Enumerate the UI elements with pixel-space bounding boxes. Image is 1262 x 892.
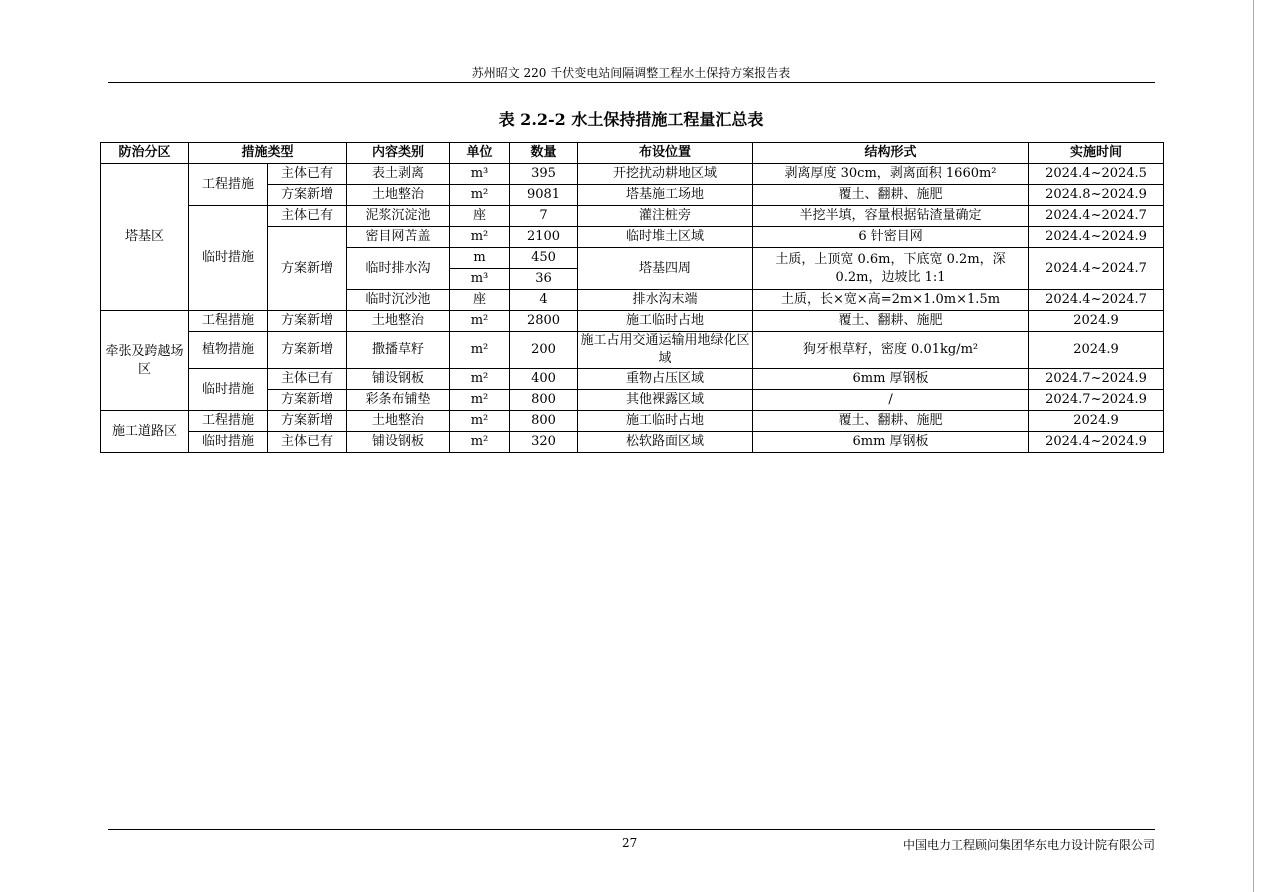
content-cell: 密目网苫盖 — [347, 227, 450, 248]
location-cell: 松软路面区域 — [578, 432, 753, 453]
structure-cell: 剥离厚度 30cm，剥离面积 1660m² — [753, 164, 1029, 185]
qty-cell: 2800 — [510, 311, 578, 332]
unit-cell: m³ — [450, 164, 510, 185]
zone-cell: 施工道路区 — [101, 411, 189, 453]
qty-cell: 2100 — [510, 227, 578, 248]
location-cell: 临时堆土区域 — [578, 227, 753, 248]
structure-cell: 覆土、翻耕、施肥 — [753, 411, 1029, 432]
qty-cell: 200 — [510, 332, 578, 369]
qty-cell: 400 — [510, 369, 578, 390]
col-header-structure: 结构形式 — [753, 143, 1029, 164]
measure-type-cell: 工程措施 — [189, 164, 268, 206]
content-cell: 撒播草籽 — [347, 332, 450, 369]
table-header-row — [101, 143, 1164, 164]
col-header-unit: 单位 — [450, 143, 510, 164]
location-cell: 灌注桩旁 — [578, 206, 753, 227]
unit-cell: m² — [450, 332, 510, 369]
sub-type-cell: 方案新增 — [268, 411, 347, 432]
content-cell: 彩条布铺垫 — [347, 390, 450, 411]
content-cell: 临时排水沟 — [347, 248, 450, 290]
time-cell: 2024.9 — [1029, 311, 1164, 332]
structure-cell: 覆土、翻耕、施肥 — [753, 185, 1029, 206]
measure-type-cell: 工程措施 — [189, 311, 268, 332]
measure-type-cell: 临时措施 — [189, 432, 268, 453]
table-row — [101, 206, 1164, 227]
time-cell: 2024.7~2024.9 — [1029, 390, 1164, 411]
time-cell: 2024.4~2024.7 — [1029, 206, 1164, 227]
sub-type-cell: 方案新增 — [268, 332, 347, 369]
sub-type-cell: 方案新增 — [268, 227, 347, 311]
sub-type-cell: 主体已有 — [268, 206, 347, 227]
col-header-type: 措施类型 — [189, 143, 347, 164]
unit-cell: 座 — [450, 290, 510, 311]
content-cell: 铺设钢板 — [347, 432, 450, 453]
qty-cell: 9081 — [510, 185, 578, 206]
table-row — [101, 369, 1164, 390]
unit-cell: m² — [450, 227, 510, 248]
time-cell: 2024.4~2024.5 — [1029, 164, 1164, 185]
qty-cell: 7 — [510, 206, 578, 227]
structure-cell: 6mm 厚钢板 — [753, 432, 1029, 453]
structure-cell: 覆土、翻耕、施肥 — [753, 311, 1029, 332]
header-rule — [108, 82, 1155, 83]
structure-cell: 土质，上顶宽 0.6m，下底宽 0.2m，深 0.2m，边坡比 1:1 — [753, 248, 1029, 290]
measure-type-cell: 植物措施 — [189, 332, 268, 369]
col-header-zone: 防治分区 — [101, 143, 189, 164]
qty-cell: 395 — [510, 164, 578, 185]
sub-type-cell: 主体已有 — [268, 432, 347, 453]
content-cell: 土地整治 — [347, 185, 450, 206]
zone-cell: 塔基区 — [101, 164, 189, 311]
footer-rule — [108, 829, 1155, 830]
location-cell: 重物占压区域 — [578, 369, 753, 390]
structure-cell: 6 针密目网 — [753, 227, 1029, 248]
time-cell: 2024.4~2024.9 — [1029, 227, 1164, 248]
col-header-location: 布设位置 — [578, 143, 753, 164]
sub-type-cell: 方案新增 — [268, 390, 347, 411]
zone-cell: 牵张及跨越场区 — [101, 311, 189, 411]
unit-cell: m² — [450, 432, 510, 453]
sub-type-cell: 主体已有 — [268, 164, 347, 185]
table-row — [101, 311, 1164, 332]
location-cell: 施工临时占地 — [578, 411, 753, 432]
structure-cell: / — [753, 390, 1029, 411]
content-cell: 表土剥离 — [347, 164, 450, 185]
table-row — [101, 164, 1164, 185]
unit-cell: m² — [450, 311, 510, 332]
structure-cell: 半挖半填，容量根据钻渣量确定 — [753, 206, 1029, 227]
content-cell: 土地整治 — [347, 311, 450, 332]
time-cell: 2024.9 — [1029, 411, 1164, 432]
page-number: 27 — [622, 836, 638, 850]
summary-table — [100, 142, 1164, 453]
qty-cell: 36 — [510, 269, 578, 290]
time-cell: 2024.7~2024.9 — [1029, 369, 1164, 390]
location-cell: 其他裸露区域 — [578, 390, 753, 411]
qty-cell: 320 — [510, 432, 578, 453]
unit-cell: m² — [450, 185, 510, 206]
time-cell: 2024.8~2024.9 — [1029, 185, 1164, 206]
location-cell: 开挖扰动耕地区域 — [578, 164, 753, 185]
table-title: 表 2.2-2 水土保持措施工程量汇总表 — [498, 110, 764, 129]
unit-cell: m² — [450, 411, 510, 432]
qty-cell: 800 — [510, 411, 578, 432]
sub-type-cell: 方案新增 — [268, 185, 347, 206]
unit-cell: m — [450, 248, 510, 269]
page-edge — [1253, 0, 1254, 892]
col-header-time: 实施时间 — [1029, 143, 1164, 164]
structure-cell: 6mm 厚钢板 — [753, 369, 1029, 390]
unit-cell: m² — [450, 369, 510, 390]
location-cell: 塔基施工场地 — [578, 185, 753, 206]
time-cell: 2024.9 — [1029, 332, 1164, 369]
qty-cell: 800 — [510, 390, 578, 411]
content-cell: 铺设钢板 — [347, 369, 450, 390]
table-row — [101, 411, 1164, 432]
col-header-qty: 数量 — [510, 143, 578, 164]
col-header-content: 内容类别 — [347, 143, 450, 164]
measure-type-cell: 工程措施 — [189, 411, 268, 432]
time-cell: 2024.4~2024.7 — [1029, 248, 1164, 290]
structure-cell: 土质，长×宽×高=2m×1.0m×1.5m — [753, 290, 1029, 311]
qty-cell: 4 — [510, 290, 578, 311]
location-cell: 塔基四周 — [578, 248, 753, 290]
unit-cell: 座 — [450, 206, 510, 227]
table-row — [101, 432, 1164, 453]
time-cell: 2024.4~2024.7 — [1029, 290, 1164, 311]
sub-type-cell: 方案新增 — [268, 311, 347, 332]
sub-type-cell: 主体已有 — [268, 369, 347, 390]
location-cell: 排水沟末端 — [578, 290, 753, 311]
content-cell: 土地整治 — [347, 411, 450, 432]
content-cell: 临时沉沙池 — [347, 290, 450, 311]
unit-cell: m³ — [450, 269, 510, 290]
structure-cell: 狗牙根草籽，密度 0.01kg/m² — [753, 332, 1029, 369]
qty-cell: 450 — [510, 248, 578, 269]
organization-name: 中国电力工程顾问集团华东电力设计院有限公司 — [902, 838, 1155, 852]
content-cell: 泥浆沉淀池 — [347, 206, 450, 227]
measure-type-cell: 临时措施 — [189, 206, 268, 311]
location-cell: 施工占用交通运输用地绿化区域 — [578, 332, 753, 369]
unit-cell: m² — [450, 390, 510, 411]
measure-type-cell: 临时措施 — [189, 369, 268, 411]
location-cell: 施工临时占地 — [578, 311, 753, 332]
running-header: 苏州昭文 220 千伏变电站间隔调整工程水土保持方案报告表 — [471, 66, 791, 80]
time-cell: 2024.4~2024.9 — [1029, 432, 1164, 453]
